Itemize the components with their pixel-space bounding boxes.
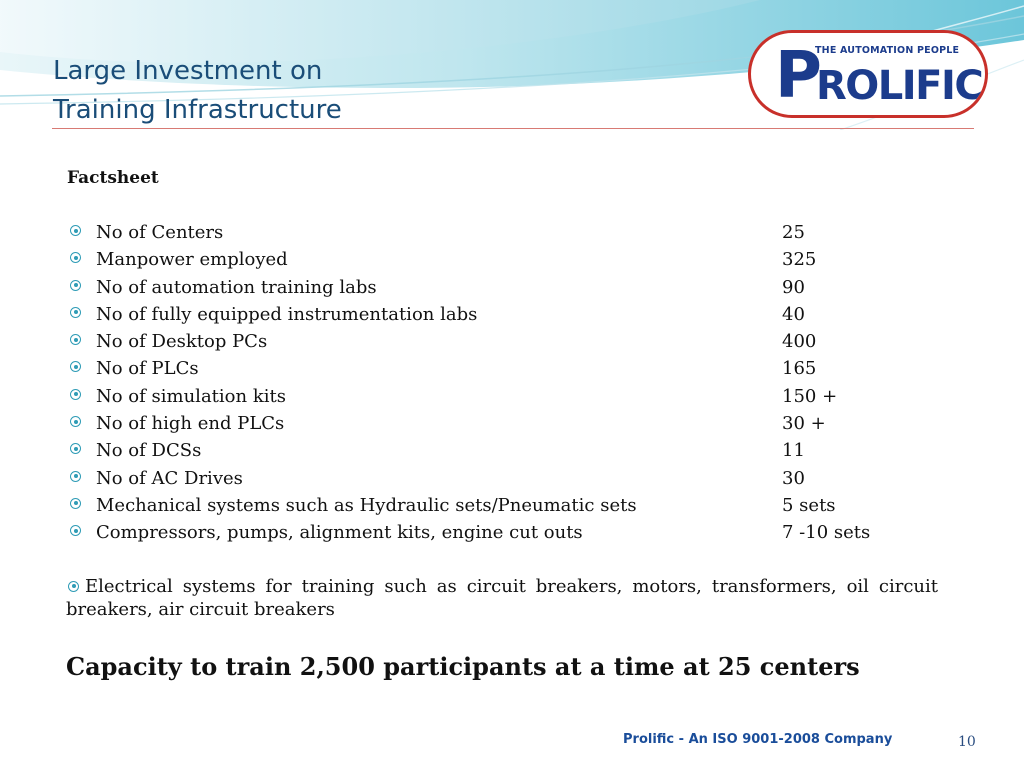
- electrical-systems-bullet: [66, 575, 938, 621]
- target-bullet-icon: [70, 416, 81, 427]
- fact-value: 325: [782, 249, 817, 271]
- logo-wordmark: ROLIFIC: [816, 63, 983, 109]
- fact-value: 11: [782, 440, 805, 462]
- fact-label: Compressors, pumps, alignment kits, engine cut outs: [96, 522, 583, 544]
- target-bullet-icon: [70, 225, 81, 236]
- target-bullet-icon: [68, 581, 79, 592]
- slide-title: [53, 52, 342, 130]
- fact-label: No of fully equipped instrumentation labs: [96, 303, 478, 325]
- fact-label: Manpower employed: [96, 249, 288, 271]
- target-bullet-icon: [70, 389, 81, 400]
- fact-value: 30: [782, 467, 805, 489]
- prolific-logo: [748, 30, 988, 118]
- target-bullet-icon: [70, 525, 81, 536]
- fact-label: No of AC Drives: [96, 467, 243, 489]
- fact-item: [68, 437, 948, 464]
- slide-title-line-1: Large Investment on: [53, 56, 323, 86]
- fact-item: [68, 328, 948, 355]
- fact-item: [68, 219, 948, 246]
- logo-tagline: THE AUTOMATION PEOPLE: [815, 45, 960, 56]
- factsheet-heading: Factsheet: [67, 168, 159, 188]
- fact-label: Mechanical systems such as Hydraulic sets/Pneumatic sets: [96, 494, 637, 516]
- fact-value: 7 -10 sets: [782, 522, 871, 544]
- fact-item: [68, 519, 948, 546]
- fact-item: [68, 410, 948, 437]
- fact-value: 150 +: [782, 385, 838, 407]
- fact-value: 90: [782, 276, 805, 298]
- target-bullet-icon: [70, 334, 81, 345]
- fact-item: [68, 301, 948, 328]
- fact-value: 40: [782, 303, 805, 325]
- logo-initial: P: [775, 39, 822, 113]
- target-bullet-icon: [70, 307, 81, 318]
- fact-label: No of PLCs: [96, 358, 199, 380]
- fact-value: 165: [782, 358, 817, 380]
- fact-item: [68, 355, 948, 382]
- capacity-statement: Capacity to train 2,500 participants at a time at 25 centers: [66, 652, 860, 681]
- page-number: 10: [958, 734, 976, 750]
- target-bullet-icon: [70, 498, 81, 509]
- facts-list: [68, 219, 948, 547]
- fact-label: No of Centers: [96, 222, 224, 243]
- fact-value: 5 sets: [782, 494, 836, 516]
- target-bullet-icon: [70, 252, 81, 263]
- target-bullet-icon: [70, 361, 81, 372]
- fact-item: [68, 274, 948, 301]
- title-divider: [52, 128, 974, 129]
- fact-label: No of high end PLCs: [96, 413, 285, 435]
- fact-item: [68, 383, 948, 410]
- target-bullet-icon: [70, 280, 81, 291]
- fact-value: 30 +: [782, 413, 826, 435]
- slide-title-line-2: Training Infrastructure: [53, 95, 342, 125]
- electrical-systems-text: Electrical systems for training such as circuit breakers, motors, transformers, oil circuit breakers, air circuit breakers: [66, 576, 938, 620]
- fact-item: [68, 246, 948, 273]
- fact-item: [68, 465, 948, 492]
- fact-value: 25: [782, 222, 805, 243]
- target-bullet-icon: [70, 443, 81, 454]
- fact-label: No of Desktop PCs: [96, 331, 268, 353]
- fact-label: No of simulation kits: [96, 385, 286, 407]
- target-bullet-icon: [70, 471, 81, 482]
- fact-value: 400: [782, 331, 817, 353]
- fact-label: No of automation training labs: [96, 276, 377, 298]
- fact-item: [68, 492, 948, 519]
- fact-label: No of DCSs: [96, 440, 202, 462]
- footer-company: Prolific - An ISO 9001-2008 Company: [623, 732, 893, 747]
